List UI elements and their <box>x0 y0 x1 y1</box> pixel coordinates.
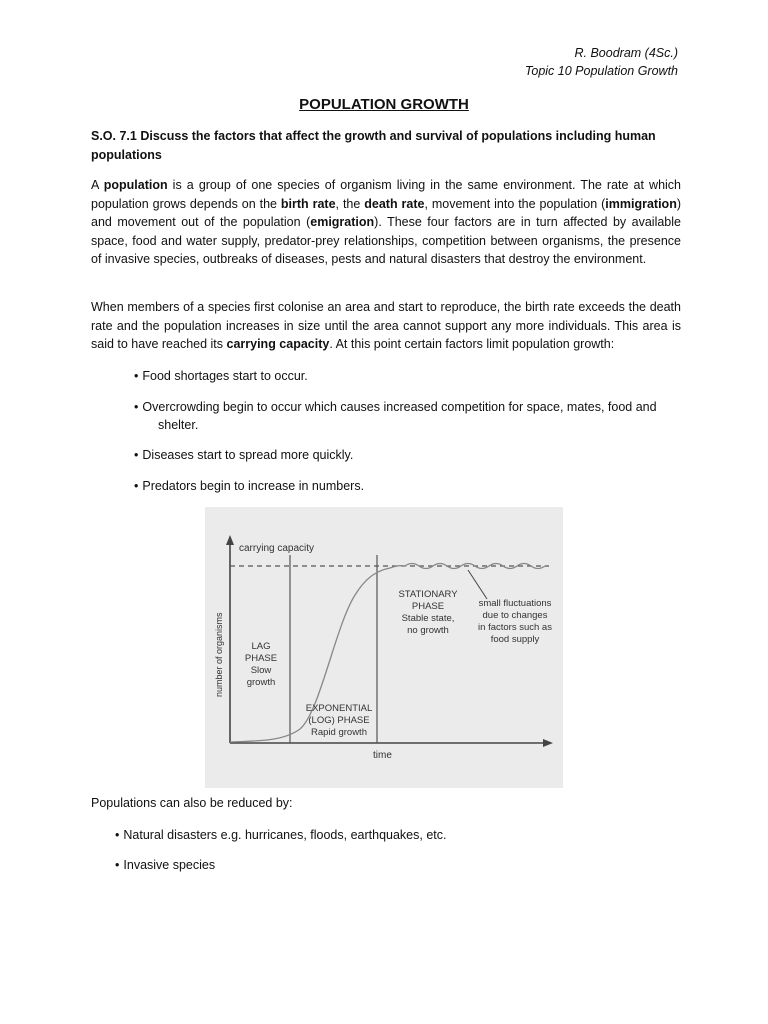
limiting-factors-list <box>134 367 694 507</box>
carrying-capacity-label: carrying capacity <box>239 543 315 554</box>
fluctuation-curve <box>405 564 545 569</box>
bullet-icon: • <box>115 828 120 842</box>
list-item: • Natural disasters e.g. hurricanes, floods, earthquakes, etc. <box>115 828 447 842</box>
page-header <box>525 44 678 80</box>
text-run: . At this point certain factors limit population growth: <box>329 337 615 351</box>
bullet-icon: • <box>134 399 139 414</box>
text-run: ). These four factors are in turn affected by available space, food and water supply, predator-prey relationships, competition between organisms, the presence of invasive species, outbreaks of diseases, pests and natural disasters that destroy the environment. <box>91 215 681 266</box>
svg-text:small fluctuations: small fluctuations <box>478 598 552 609</box>
svg-text:due to changes: due to changes <box>482 610 548 621</box>
svg-text:PHASE: PHASE <box>411 601 445 612</box>
term-population: population <box>103 178 168 192</box>
svg-text:(LOG) PHASE: (LOG) PHASE <box>308 715 370 726</box>
term-emigration: emigration <box>310 215 375 229</box>
fluctuation-pointer <box>468 570 487 599</box>
list-item: • Diseases start to spread more quickly. <box>134 448 354 462</box>
svg-text:food supply: food supply <box>490 634 540 645</box>
y-axis-arrow-icon <box>226 535 234 545</box>
bullet-icon: • <box>134 448 139 462</box>
stationary-phase-label <box>398 589 458 636</box>
svg-text:STATIONARY: STATIONARY <box>398 589 458 600</box>
svg-text:Rapid growth: Rapid growth <box>311 727 367 738</box>
svg-text:LAG: LAG <box>251 641 271 652</box>
svg-text:PHASE: PHASE <box>244 653 278 664</box>
list-item: • Invasive species <box>115 858 216 872</box>
term-death-rate: death rate <box>364 196 425 211</box>
term-carrying-capacity: carrying capacity <box>226 337 330 351</box>
x-axis-label: time <box>373 750 392 761</box>
growth-curve-figure <box>205 507 563 788</box>
bullet-icon: • <box>115 858 120 872</box>
svg-text:EXPONENTIAL: EXPONENTIAL <box>305 703 373 714</box>
page-title: POPULATION GROWTH <box>299 96 469 113</box>
author-line: R. Boodram (4Sc.) <box>574 46 678 60</box>
bullet-icon: • <box>134 369 139 383</box>
reduction-intro: Populations can also be reduced by: <box>91 796 293 810</box>
exponential-phase-label <box>306 703 373 738</box>
term-immigration: immigration <box>605 196 677 211</box>
specific-objective: S.O. 7.1 Discuss the factors that affect the growth and survival of populations including human populations <box>91 129 656 162</box>
text-run: is a group of one species of organism living in the same environment. The rate at which population grows depends on the <box>91 178 682 211</box>
fluctuation-label <box>478 598 552 645</box>
list-item: • Food shortages start to occur. <box>134 369 308 383</box>
text-run: , the <box>335 196 365 211</box>
topic-line: Topic 10 Population Growth <box>524 64 678 78</box>
term-birth-rate: birth rate <box>280 196 336 211</box>
text-run: When members of a species first colonise an area and start to reproduce, the birth rate exceeds the death rate and the population increases in size until the area cannot support any more individuals. This area is said to have reached its <box>91 300 681 351</box>
x-axis-arrow-icon <box>543 739 553 747</box>
lag-phase-label <box>245 641 277 688</box>
list-item: • Predators begin to increase in numbers. <box>134 478 365 493</box>
intro-paragraph <box>91 176 681 269</box>
bullet-icon: • <box>134 478 139 493</box>
reduction-factors-list <box>115 826 446 886</box>
text-run: , movement into the population ( <box>424 196 606 211</box>
svg-text:no growth: no growth <box>407 625 449 636</box>
list-item: • Overcrowding begin to occur which causes increased competition for space, mates, food and shelter. <box>134 399 657 432</box>
svg-text:Slow: Slow <box>250 665 272 676</box>
growth-curve-diagram <box>205 507 563 788</box>
svg-text:growth: growth <box>246 677 276 688</box>
svg-text:Stable state,: Stable state, <box>401 613 455 624</box>
text-run: A <box>91 178 104 192</box>
text-run: ) and movement out of the population ( <box>91 196 682 229</box>
svg-text:in factors such as: in factors such as <box>478 622 552 633</box>
carrying-capacity-paragraph <box>91 298 681 354</box>
y-axis-label: number of organisms <box>214 612 224 697</box>
